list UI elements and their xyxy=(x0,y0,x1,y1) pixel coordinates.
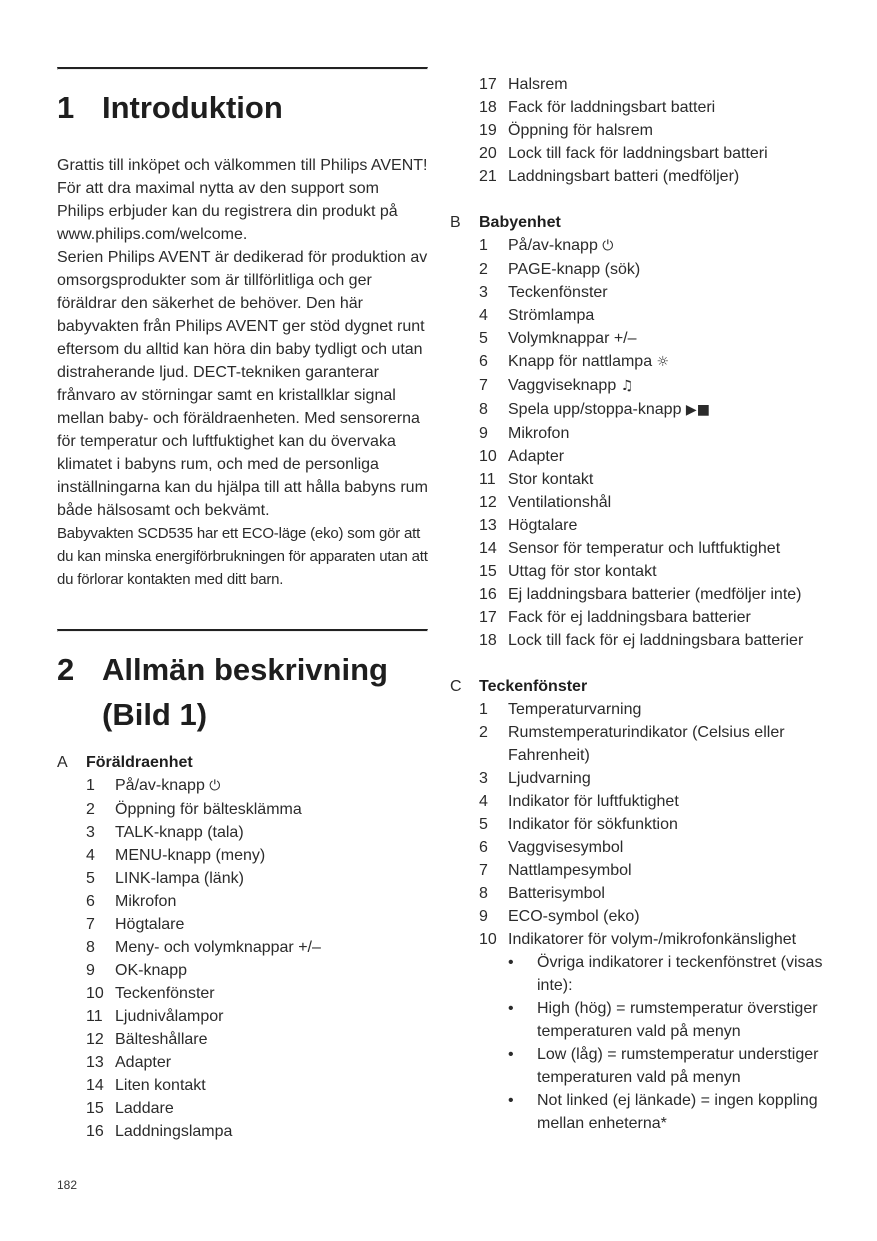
group-letter: A xyxy=(57,754,68,771)
item-number: 4 xyxy=(479,793,488,810)
item-label: OK-knapp xyxy=(115,962,188,979)
list-item xyxy=(86,798,428,821)
power-icon: ⏻ xyxy=(209,778,221,794)
page-number: 182 xyxy=(57,1178,78,1192)
item-number: 2 xyxy=(479,724,488,741)
item-number: 10 xyxy=(479,448,497,465)
item-number: 12 xyxy=(86,1031,104,1048)
item-number: 7 xyxy=(479,862,488,879)
list-item xyxy=(86,1097,428,1120)
item-label: Laddningsbart batteri (medföljer) xyxy=(508,168,740,185)
list-item xyxy=(86,1074,428,1097)
group-letter: C xyxy=(450,678,462,695)
group-title: Babyenhet xyxy=(479,214,561,231)
item-label: LINK-lampa (länk) xyxy=(115,870,244,887)
item-number: 1 xyxy=(479,701,488,718)
item-label: Adapter xyxy=(508,448,565,465)
item-number: 4 xyxy=(479,307,488,324)
list-item xyxy=(86,982,428,1005)
item-number: 10 xyxy=(86,985,104,1002)
group-a xyxy=(57,751,428,1143)
lullaby-icon: ♫ xyxy=(620,378,634,394)
list-item xyxy=(479,836,830,859)
item-label: Vaggviseknapp xyxy=(508,377,617,394)
item-label: Indikatorer för volym-/mikrofonkänslighet xyxy=(508,931,797,948)
list-item xyxy=(479,882,830,905)
item-label: Uttag för stor kontakt xyxy=(508,563,657,580)
item-label: Mikrofon xyxy=(115,893,177,910)
item-number: 14 xyxy=(86,1077,104,1094)
list-item xyxy=(86,844,428,867)
left-column xyxy=(57,67,428,1143)
item-number: 2 xyxy=(479,261,488,278)
item-label: Vaggvisesymbol xyxy=(508,839,624,856)
item-label: Ej laddningsbara batterier (medföljer inte) xyxy=(508,586,802,603)
item-number: 8 xyxy=(86,939,95,956)
item-label: Bälteshållare xyxy=(115,1031,208,1048)
item-label: Sensor för temperatur och luftfuktighet xyxy=(508,540,781,557)
list-item xyxy=(479,905,830,928)
group-a-header xyxy=(57,751,428,774)
item-label: Mikrofon xyxy=(508,425,570,442)
item-label: Teckenfönster xyxy=(508,284,608,301)
bullet-marker: • xyxy=(508,1000,514,1017)
bullet-marker: • xyxy=(508,1092,514,1109)
list-item xyxy=(479,119,830,142)
list-item xyxy=(479,445,830,468)
item-label: Volymknappar +/– xyxy=(508,330,637,347)
list-item xyxy=(479,73,830,96)
section-title: Allmän beskrivning (Bild 1) xyxy=(102,652,388,732)
item-number: 17 xyxy=(479,609,497,626)
bullet-text: High (hög) = rumstemperatur överstiger temperaturen vald på menyn xyxy=(537,1000,818,1040)
item-label: Laddare xyxy=(115,1100,174,1117)
list-item xyxy=(479,234,830,258)
item-label: Stor kontakt xyxy=(508,471,594,488)
item-label: Temperaturvarning xyxy=(508,701,642,718)
nightlight-icon: ☼ xyxy=(656,354,670,370)
item-number: 21 xyxy=(479,168,497,185)
list-item xyxy=(86,1051,428,1074)
item-label: Ljudnivålampor xyxy=(115,1008,224,1025)
item-label: Indikator för sökfunktion xyxy=(508,816,678,833)
item-number: 3 xyxy=(86,824,95,841)
item-label: Rumstemperaturindikator (Celsius eller Fahrenheit) xyxy=(508,724,785,764)
item-label: TALK-knapp (tala) xyxy=(115,824,244,841)
list-item xyxy=(479,537,830,560)
item-number: 1 xyxy=(86,777,95,794)
list-item xyxy=(86,1005,428,1028)
item-number: 8 xyxy=(479,401,488,418)
list-item xyxy=(479,767,830,790)
list-item xyxy=(479,258,830,281)
item-number: 20 xyxy=(479,145,497,162)
item-label: Fack för ej laddningsbara batterier xyxy=(508,609,751,626)
list-item xyxy=(86,1120,428,1143)
list-item xyxy=(86,959,428,982)
item-number: 14 xyxy=(479,540,497,557)
intro-paragraph: Grattis till inköpet och välkommen till Philips AVENT! För att dra maximal nytta av den support som Philips erbjuder kan du registrera din produkt på www.philips.com/welcome. xyxy=(57,157,428,243)
item-label: Öppning för bältesklämma xyxy=(115,801,302,818)
item-label: Laddningslampa xyxy=(115,1123,233,1140)
item-label: Halsrem xyxy=(508,76,568,93)
list-item xyxy=(479,374,830,398)
item-number: 13 xyxy=(479,517,497,534)
item-label: På/av-knapp xyxy=(508,237,598,254)
group-b-header xyxy=(450,211,830,234)
list-item xyxy=(86,890,428,913)
group-a-list xyxy=(57,774,428,1143)
list-item xyxy=(479,468,830,491)
list-item xyxy=(479,629,830,652)
list-item xyxy=(479,514,830,537)
item-number: 10 xyxy=(479,931,497,948)
power-icon: ⏻ xyxy=(602,238,614,254)
section-number: 1 xyxy=(57,90,75,125)
bullet-text: Not linked (ej länkade) = ingen koppling mellan enheterna* xyxy=(537,1092,818,1132)
list-item xyxy=(479,721,830,767)
item-label: MENU-knapp (meny) xyxy=(115,847,266,864)
bullet-text: Övriga indikatorer i teckenfönstret (visas inte): xyxy=(537,954,823,994)
item-number: 15 xyxy=(479,563,497,580)
list-item xyxy=(479,96,830,119)
group-c xyxy=(450,675,830,1135)
list-item xyxy=(86,867,428,890)
item-number: 16 xyxy=(86,1123,104,1140)
list-item xyxy=(479,583,830,606)
list-item xyxy=(86,913,428,936)
group-title: Föräldraenhet xyxy=(86,754,193,771)
list-item xyxy=(479,350,830,374)
item-label: Lock till fack för laddningsbart batteri xyxy=(508,145,768,162)
item-label: Öppning för halsrem xyxy=(508,122,653,139)
item-number: 7 xyxy=(479,377,488,394)
bullet-item xyxy=(479,997,830,1043)
group-c-header xyxy=(450,675,830,698)
group-a-list-continued xyxy=(450,73,830,188)
item-label: Högtalare xyxy=(508,517,578,534)
item-number: 11 xyxy=(86,1008,103,1025)
item-label: Fack för laddningsbart batteri xyxy=(508,99,716,116)
section-rule xyxy=(57,67,428,70)
item-number: 19 xyxy=(479,122,497,139)
item-label: Ljudvarning xyxy=(508,770,591,787)
item-number: 12 xyxy=(479,494,497,511)
section-heading-allman-beskrivning xyxy=(57,647,428,737)
intro-paragraph-eco: Babyvakten SCD535 har ett ECO-läge (eko) som gör att du kan minska energiförbrukningen för apparaten utan att du förlorar kontakten med ditt barn. xyxy=(57,525,428,588)
item-number: 6 xyxy=(479,353,488,370)
item-label: Knapp för nattlampa xyxy=(508,353,653,370)
list-item xyxy=(479,142,830,165)
list-item xyxy=(479,422,830,445)
list-item xyxy=(479,606,830,629)
bullet-marker: • xyxy=(508,1046,514,1063)
list-item xyxy=(479,560,830,583)
list-item xyxy=(479,304,830,327)
item-number: 8 xyxy=(479,885,488,902)
item-number: 5 xyxy=(86,870,95,887)
item-number: 7 xyxy=(86,916,95,933)
list-item xyxy=(479,327,830,350)
list-item xyxy=(86,821,428,844)
bullet-item xyxy=(479,1043,830,1089)
intro-text xyxy=(57,154,428,591)
item-number: 3 xyxy=(479,770,488,787)
list-item xyxy=(479,859,830,882)
item-label: Meny- och volymknappar +/– xyxy=(115,939,321,956)
list-item xyxy=(86,774,428,798)
list-item xyxy=(479,491,830,514)
item-number: 1 xyxy=(479,237,488,254)
list-item xyxy=(86,1028,428,1051)
item-number: 6 xyxy=(86,893,95,910)
list-item xyxy=(479,398,830,422)
list-item xyxy=(479,698,830,721)
item-label: PAGE-knapp (sök) xyxy=(508,261,641,278)
right-column xyxy=(450,73,830,1135)
group-b xyxy=(450,211,830,652)
list-item xyxy=(479,281,830,304)
intro-paragraph: Serien Philips AVENT är dedikerad för produktion av omsorgsprodukter som är tillförlitliga och ger föräldrar den säkerhet de behöver. Den här babyvakten från Philips AVENT ger stöd dygnet runt eftersom du alltid kan höra din baby tydligt och utan distraherande ljud. DECT-tekniken garanterar frånvaro av störningar samt en kristallklar signal mellan baby- och föräldraenheten. Med sensorerna för temperatur och luftfuktighet kan du övervaka klimatet i babyns rum, och med de personliga inställningarna kan du hjälpa till att hålla babyns rum både hälsosamt och bekvämt. xyxy=(57,249,428,519)
group-c-list xyxy=(450,698,830,1135)
item-number: 6 xyxy=(479,839,488,856)
item-label: Spela upp/stoppa-knapp xyxy=(508,401,682,418)
item-number: 18 xyxy=(479,632,497,649)
list-item xyxy=(479,165,830,188)
section-heading-introduktion xyxy=(57,85,428,130)
item-number: 16 xyxy=(479,586,497,603)
item-label: På/av-knapp xyxy=(115,777,205,794)
item-label: Lock till fack för ej laddningsbara batterier xyxy=(508,632,804,649)
list-item xyxy=(479,928,830,951)
group-b-list xyxy=(450,234,830,652)
play-stop-icon: ▶■ xyxy=(685,402,710,418)
item-number: 2 xyxy=(86,801,95,818)
item-number: 9 xyxy=(86,962,95,979)
item-number: 13 xyxy=(86,1054,104,1071)
item-label: Indikator för luftfuktighet xyxy=(508,793,679,810)
item-label: Liten kontakt xyxy=(115,1077,206,1094)
bullet-marker: • xyxy=(508,954,514,971)
item-label: Teckenfönster xyxy=(115,985,215,1002)
item-label: Ventilationshål xyxy=(508,494,612,511)
item-number: 9 xyxy=(479,425,488,442)
item-label: Adapter xyxy=(115,1054,172,1071)
list-item xyxy=(479,790,830,813)
item-number: 3 xyxy=(479,284,488,301)
section-title: Introduktion xyxy=(102,90,283,125)
item-number: 11 xyxy=(479,471,496,488)
item-label: Högtalare xyxy=(115,916,185,933)
bullet-item xyxy=(479,951,830,997)
bullet-text: Low (låg) = rumstemperatur understiger temperaturen vald på menyn xyxy=(537,1046,819,1086)
item-number: 17 xyxy=(479,76,497,93)
group-title: Teckenfönster xyxy=(479,678,588,695)
section-rule xyxy=(57,629,428,632)
list-item xyxy=(86,936,428,959)
item-number: 5 xyxy=(479,330,488,347)
item-number: 5 xyxy=(479,816,488,833)
group-letter: B xyxy=(450,214,461,231)
item-label: ECO-symbol (eko) xyxy=(508,908,640,925)
item-label: Strömlampa xyxy=(508,307,595,324)
bullet-item xyxy=(479,1089,830,1135)
section-number: 2 xyxy=(57,652,75,687)
item-number: 4 xyxy=(86,847,95,864)
item-label: Batterisymbol xyxy=(508,885,605,902)
item-number: 9 xyxy=(479,908,488,925)
item-number: 15 xyxy=(86,1100,104,1117)
item-label: Nattlampesymbol xyxy=(508,862,632,879)
item-number: 18 xyxy=(479,99,497,116)
list-item xyxy=(479,813,830,836)
